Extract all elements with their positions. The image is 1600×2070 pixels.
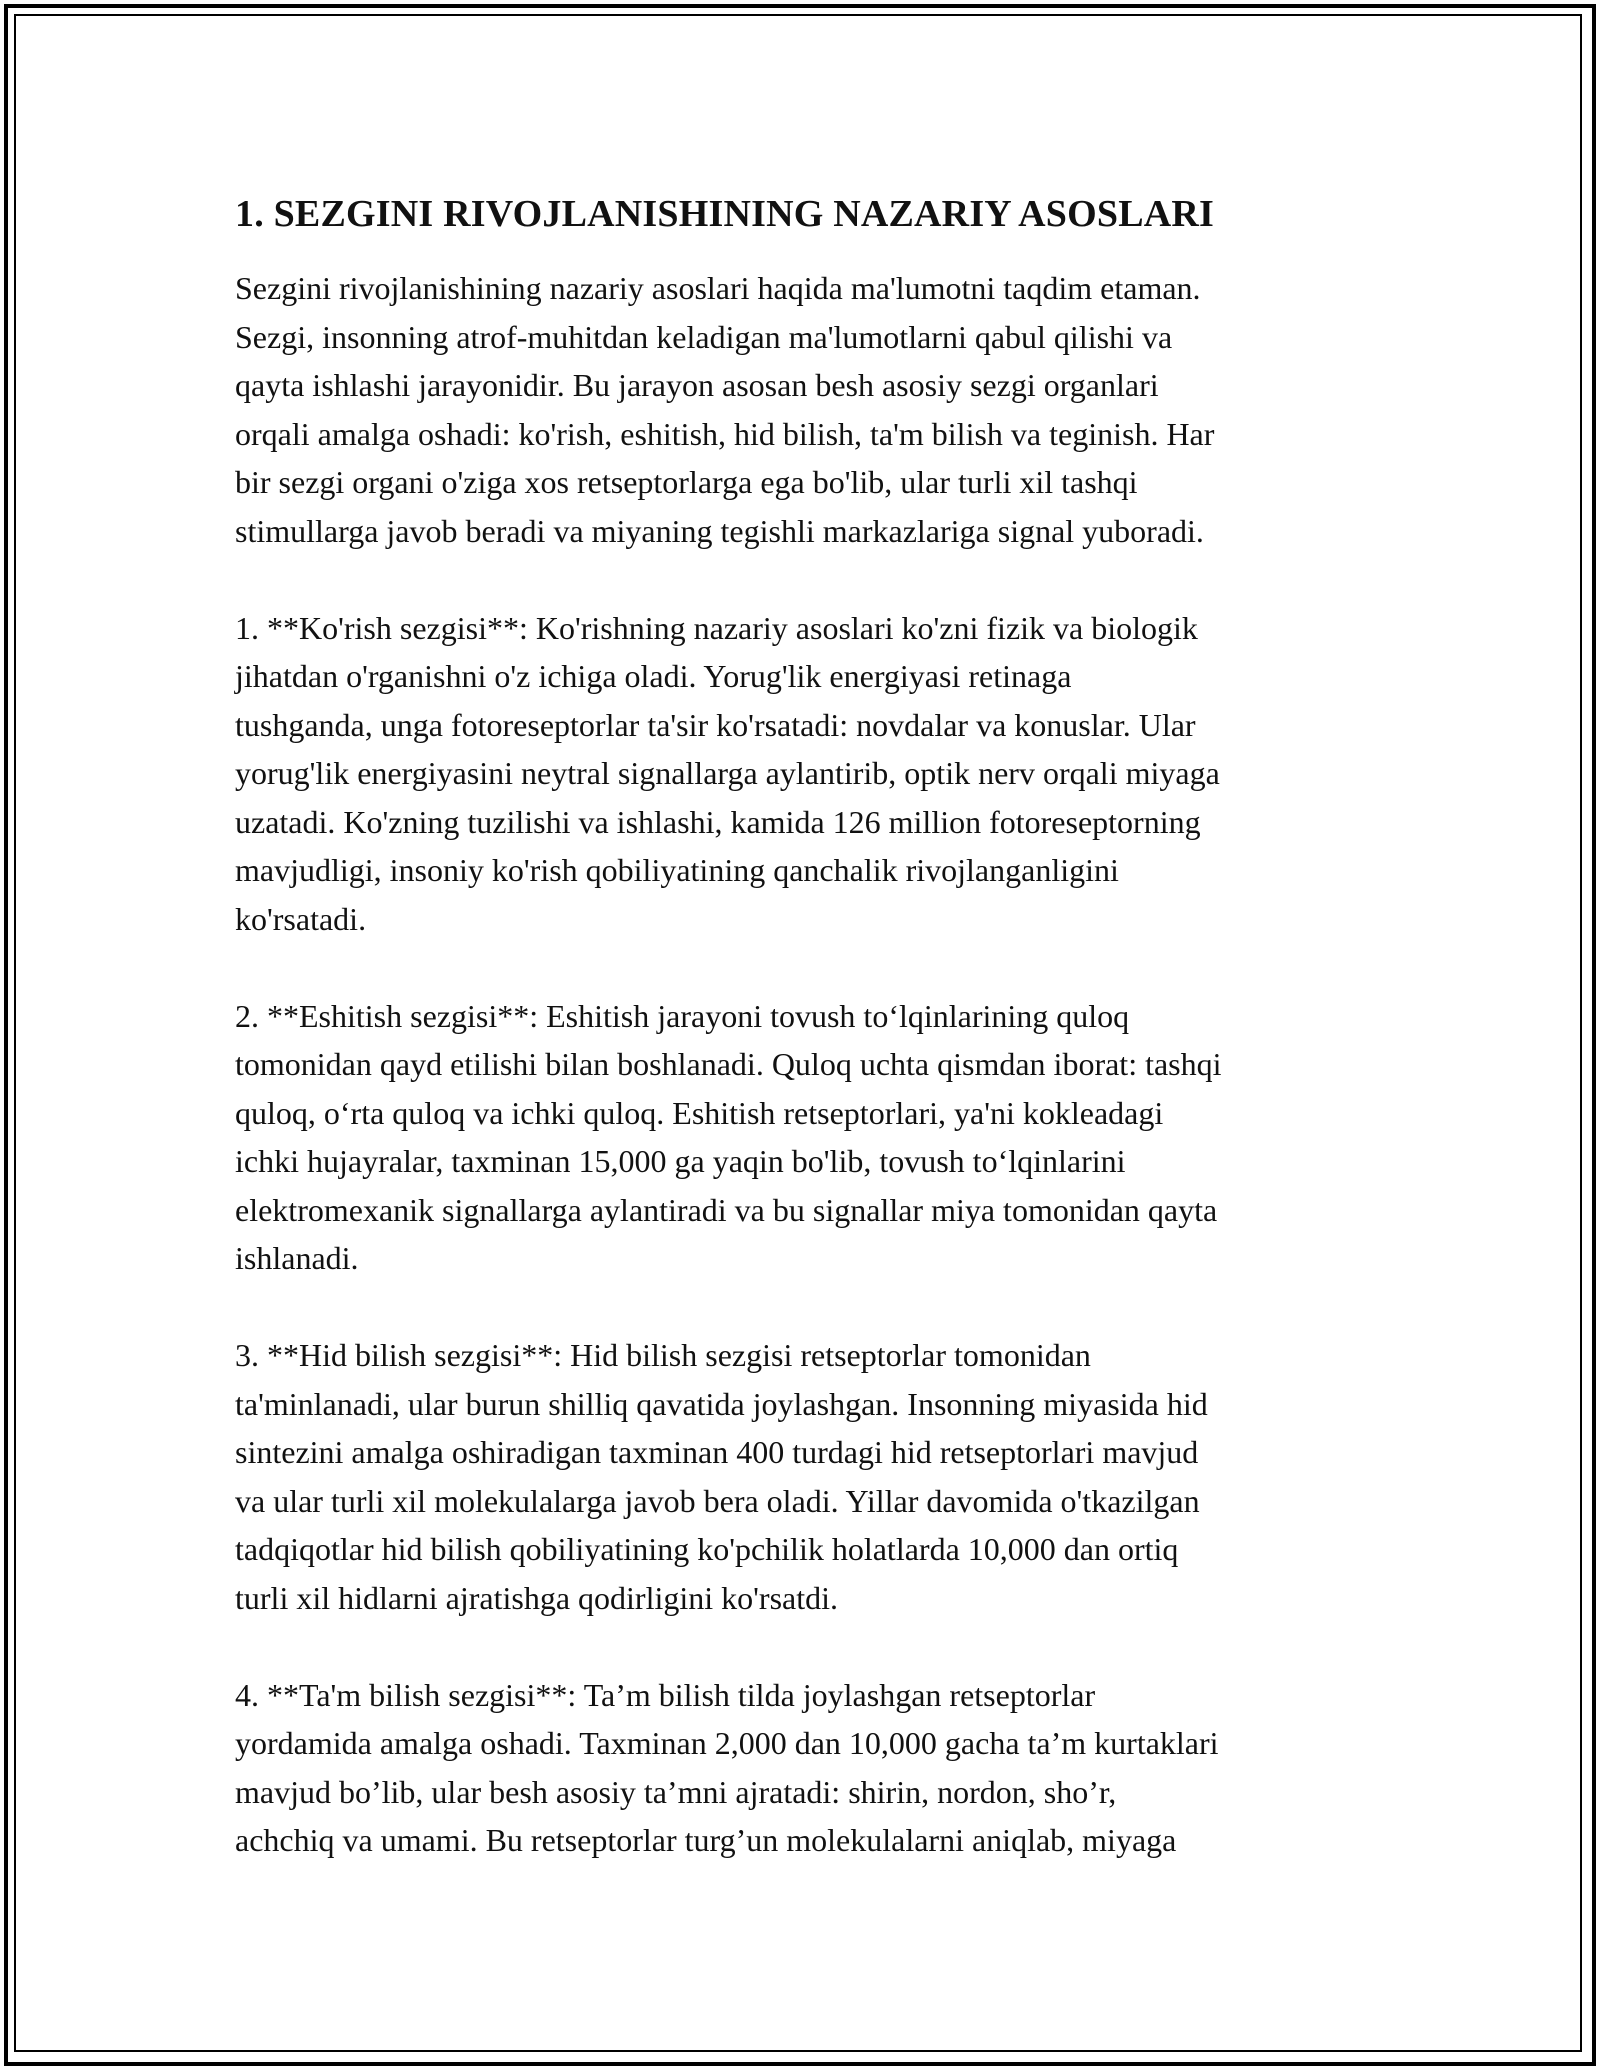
paragraph-tam-bilish-sezgisi [235, 1671, 1375, 1865]
text-line: ishlanadi. [235, 1240, 359, 1276]
text-line: tushganda, unga fotoreseptorlar ta'sir ko'rsatadi: novdalar va konuslar. Ular [235, 706, 1196, 743]
text-line: yordamida amalga oshadi. Taxminan 2,000 dan 10,000 gacha ta’m kurtaklari [235, 1725, 1219, 1761]
text-line: va ular turli xil molekulalarga javob bera oladi. Yillar davomida o'tkazilgan [235, 1482, 1200, 1519]
text-line: quloq, o‘rta quloq va ichki quloq. Eshitish retseptorlari, ya'ni kokleadagi [235, 1094, 1164, 1131]
text-line: uzatadi. Ko'zning tuzilishi va ishlashi, kamida 126 million fotoreseptorning [235, 803, 1201, 840]
text-line: elektromexanik signallarga aylantiradi va bu signallar miya tomonidan qayta [235, 1191, 1218, 1228]
paragraph-intro [235, 264, 1375, 555]
paragraph-eshitish-sezgisi [235, 992, 1375, 1283]
text-line: mavjud bo’lib, ular besh asosiy ta’mni ajratadi: shirin, nordon, sho’r, [235, 1773, 1117, 1810]
text-line: 3. **Hid bilish sezgisi**: Hid bilish sezgisi retseptorlar tomonidan [235, 1337, 1091, 1373]
text-line: ko'rsatadi. [235, 900, 367, 937]
text-line: orqali amalga oshadi: ko'rish, eshitish, hid bilish, ta'm bilish va teginish. Har [235, 415, 1215, 452]
text-line: turli xil hidlarni ajratishga qodirligini ko'rsatdi. [235, 1579, 838, 1616]
text-line: tadqiqotlar hid bilish qobiliyatining ko'pchilik holatlarda 10,000 dan ortiq [235, 1531, 1179, 1567]
text-line: qayta ishlashi jarayonidir. Bu jarayon asosan besh asosiy sezgi organlari [235, 367, 1159, 403]
text-line: 1. **Ko'rish sezgisi**: Ko'rishning nazariy asoslari ko'zni fizik va biologik [235, 609, 1198, 646]
text-line: Sezgi, insonning atrof-muhitdan keladigan ma'lumotlarni qabul qilishi va [235, 318, 1173, 355]
text-line: 4. **Ta'm bilish sezgisi**: Ta’m bilish tilda joylashgan retseptorlar [235, 1676, 1096, 1713]
paragraph-korish-sezgisi [235, 604, 1375, 944]
text-line: jihatdan o'rganishni o'z ichiga oladi. Yorug'lik energiyasi retinaga [235, 658, 1072, 694]
text-line: stimullarga javob beradi va miyaning tegishli markazlariga signal yuboradi. [235, 512, 1204, 549]
text-line: tomonidan qayd etilishi bilan boshlanadi. Quloq uchta qismdan iborat: tashqi [235, 1046, 1222, 1082]
text-line: achchiq va umami. Bu retseptorlar turg’un molekulalarni aniqlab, miyaga [235, 1822, 1177, 1858]
document-body [235, 186, 1375, 1913]
text-line: ta'minlanadi, ular burun shilliq qavatida joylashgan. Insonning miyasida hid [235, 1385, 1208, 1422]
text-line: 2. **Eshitish sezgisi**: Eshitish jarayoni tovush to‘lqinlarining quloq [235, 997, 1130, 1034]
text-line: yorug'lik energiyasini neytral signallarga aylantirib, optik nerv orqali miyaga [235, 755, 1220, 791]
text-line: sintezini amalga oshiradigan taxminan 400 turdagi hid retseptorlari mavjud [235, 1434, 1199, 1470]
document-title: 1. SEZGINI RIVOJLANISHINING NAZARIY ASOSLARI [235, 193, 1215, 235]
text-line: mavjudligi, insoniy ko'rish qobiliyatining qanchalik rivojlanganligini [235, 852, 1119, 888]
text-line: Sezgini rivojlanishining nazariy asoslari haqida ma'lumotni taqdim etaman. [235, 270, 1201, 306]
text-line: ichki hujayralar, taxminan 15,000 ga yaqin bo'lib, tovush to‘lqinlarini [235, 1143, 1126, 1179]
paragraph-hid-bilish-sezgisi [235, 1331, 1375, 1622]
text-line: bir sezgi organi o'ziga xos retseptorlarga ega bo'lib, ular turli xil tashqi [235, 464, 1138, 500]
